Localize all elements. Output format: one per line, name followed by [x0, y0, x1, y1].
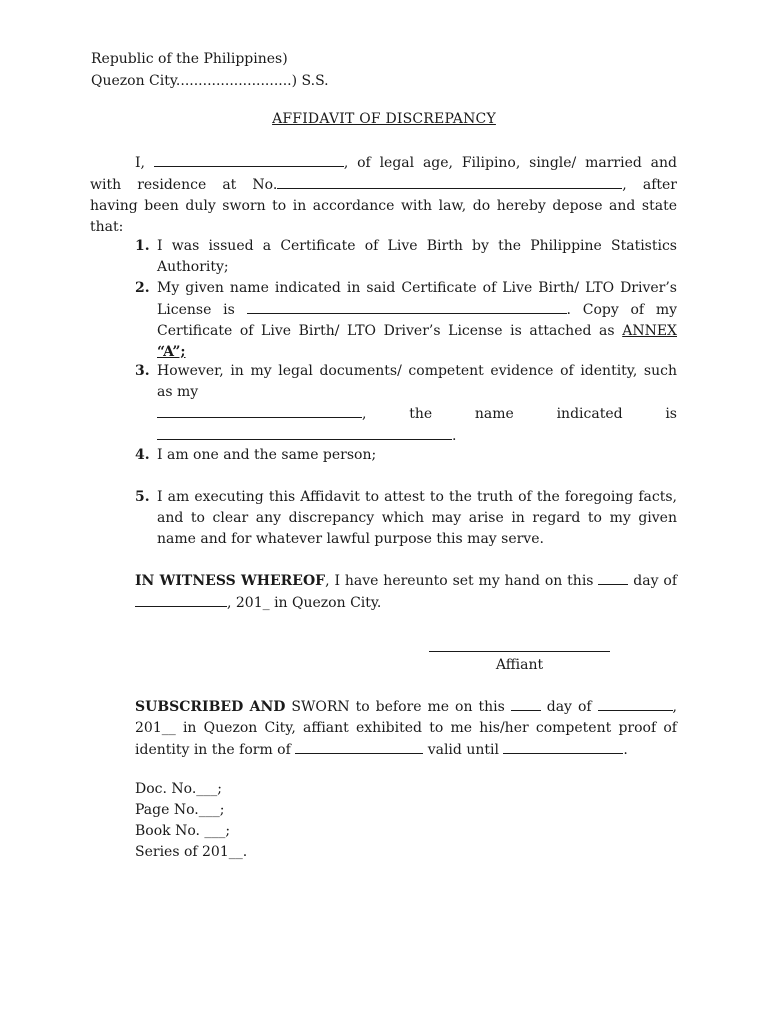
witness-lead: IN WITNESS WHEREOF [135, 573, 326, 589]
doc-number: Doc. No.___; [135, 781, 222, 797]
item-2 [135, 278, 677, 363]
venue-block [91, 48, 329, 92]
affiant-label: Affiant [495, 657, 544, 673]
witness-text-a: , I have hereunto set my hand on this [325, 573, 594, 589]
document-title: AFFIDAVIT OF DISCREPANCY [272, 111, 496, 127]
intro-paragraph [90, 152, 677, 238]
jurat-text-d: valid until [427, 742, 499, 758]
item-2-text-a: My given name indicated in said Certificate of Live Birth/ LTO Driver’s License is [157, 280, 677, 318]
item-2-text [157, 278, 677, 363]
intro-i: I, [135, 155, 145, 171]
witness-paragraph [135, 570, 677, 614]
notarial-register-block [135, 779, 247, 863]
proof-of-identity-blank [295, 739, 423, 754]
item-3-text-b: , the name indicated is [362, 406, 677, 422]
jurat-lead: SUBSCRIBED AND [135, 699, 286, 715]
item-1 [135, 236, 677, 278]
annex-label: ANNEX [622, 323, 677, 339]
intro-after-residence: , after having been duly sworn to in accordance with law, do hereby depose and state that: [90, 177, 677, 235]
item-3-number: 3. [135, 363, 150, 379]
item-3-text [157, 361, 677, 447]
item-2-number: 2. [135, 280, 150, 296]
annex-value: “A”; [157, 344, 186, 360]
item-5-number: 5. [135, 489, 150, 505]
indicated-name-blank [157, 425, 452, 440]
given-name-blank [247, 299, 567, 314]
jurat-text-a: SWORN to before me on this [291, 699, 505, 715]
item-3-text-c: . [452, 428, 457, 444]
item-1-number: 1. [135, 238, 150, 254]
affiant-name-blank [154, 152, 344, 167]
item-3-line-3 [157, 425, 677, 447]
witness-month-blank [135, 592, 227, 607]
signature-line [429, 651, 610, 652]
item-1-text: I was issued a Certificate of Live Birth by the Philippine Statistics Authority; [157, 238, 677, 275]
venue-line-republic: Republic of the Philippines) [91, 51, 288, 67]
jurat-text-c: , 201__ in Quezon City, affiant exhibited to me his/her competent proof of identity in the form of [135, 699, 677, 758]
item-4-number: 4. [135, 447, 150, 463]
item-4 [135, 445, 677, 466]
page-number: Page No.___; [135, 802, 225, 818]
series-year: Series of 201__. [135, 844, 248, 860]
jurat-text-e: . [623, 742, 628, 758]
jurat-text-b: day of [546, 699, 592, 715]
book-number: Book No. ___; [135, 823, 231, 839]
item-5-text: I am executing this Affidavit to attest to the truth of the foregoing facts, and to clear any discrepancy which may arise in regard to my given name and for whatever lawful purpose this may serve. [157, 489, 677, 547]
witness-day-blank [598, 570, 628, 585]
item-3 [135, 361, 677, 447]
intro-after-name: , of legal age, Filipino, single/ married and with residence at No. [90, 155, 677, 193]
witness-text-b: day of [633, 573, 677, 589]
evidence-blank [157, 403, 362, 418]
jurat-paragraph [135, 696, 677, 761]
jurat-day-blank [511, 696, 541, 711]
jurat-month-blank [598, 696, 673, 711]
item-4-text: I am one and the same person; [157, 447, 377, 463]
item-3-line-2 [157, 403, 677, 425]
item-5 [135, 487, 677, 550]
item-2-text-b: . Copy of my Certificate of Live Birth/ LTO Driver’s License is attached as [157, 302, 678, 339]
venue-line-city: Quezon City..........................) S.S. [91, 73, 329, 89]
residence-blank [277, 174, 622, 189]
witness-text-c: , 201_ in Quezon City. [227, 595, 382, 611]
valid-until-blank [503, 739, 623, 754]
item-3-line-1: However, in my legal documents/ competent evidence of identity, such as my [157, 363, 677, 400]
